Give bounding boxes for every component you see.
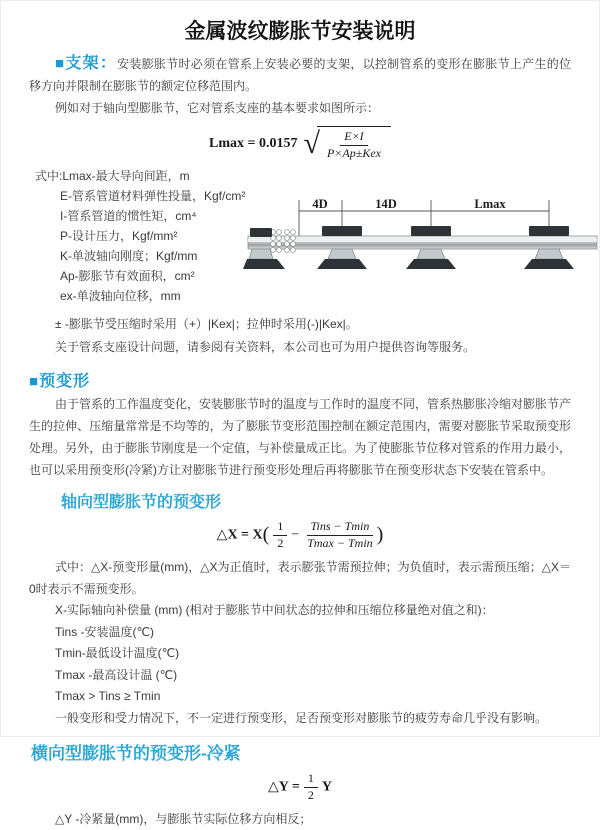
parameter-line: Tmax > Tins ≥ Tmin bbox=[55, 689, 161, 704]
temperature-numerator: Tins − Tmin bbox=[307, 519, 374, 536]
open-paren: ( bbox=[262, 523, 270, 546]
predeform-section-heading bbox=[29, 368, 571, 391]
lateral-formula-rhs: Y bbox=[321, 779, 332, 795]
half-denominator: 2 bbox=[277, 535, 284, 550]
predeform-paragraph: 由于管系的工作温度变化，安装膨胀节时的温度与工作时的温度不同，管系热膨胀冷缩对膨胀节产生的拉伸、压缩量常常是不均等的，为了膨胀节变形范围控制在额定范围内，需要对膨胀节采取预变形处理。另外，由于膨胀节刚度是一个定值，与补偿量成正比。为了使膨胀节位移对管系的作用力最小，也可以采用预变形(冷紧)方让对膨胀节进行预变形处理后再将膨胀节在预变形状态下安装在管系中。 bbox=[29, 397, 572, 478]
dimension-labels bbox=[312, 197, 506, 211]
support-heading-label: 支架： bbox=[65, 55, 118, 72]
definition-item: ex-单波轴向位移，mm bbox=[60, 289, 181, 304]
axial-subsection-heading: 轴向型膨胀节的预变形 bbox=[61, 494, 222, 512]
section-marker-icon: ■ bbox=[55, 55, 65, 72]
general-note-line: 一般变形和受力情况下，不一定进行预变形，足否预变形对膨胀节的疲劳寿命几乎没有影响。 bbox=[55, 710, 548, 725]
lmax-formula bbox=[1, 126, 599, 161]
page-title: 金属波纹膨胀节安装说明 bbox=[184, 20, 416, 43]
minus-sign: − bbox=[291, 527, 300, 543]
pipe bbox=[248, 236, 597, 249]
lmax-formula-lhs: Lmax = 0.0157 bbox=[209, 135, 298, 151]
temperature-denominator: Tmax − Tmin bbox=[307, 535, 373, 550]
definition-item: 式中:Lmax-最大导向间距，m bbox=[35, 169, 190, 184]
parameter-line: Tmin-最低设计温度(℃) bbox=[55, 646, 180, 661]
definition-item: Ap-膨胀节有效面积，cm² bbox=[60, 269, 195, 284]
half-numerator: 1 bbox=[273, 519, 287, 536]
close-paren: ) bbox=[376, 523, 384, 546]
dimension-label-lmax: Lmax bbox=[474, 197, 506, 212]
axial-predeform-formula bbox=[1, 519, 599, 551]
support-intro-text: 安装膨胀节时必须在管系上安装必要的支架，以控制管系的变形在膨胀节上产生的位移方向并限制在膨胀节的额定位移范围内。 bbox=[29, 57, 571, 93]
pipe-highlight bbox=[248, 239, 597, 243]
plus-minus-note: ± -膨胀节受压缩时采用（+）|Kex|；拉伸时采用(-)|Kex|。 bbox=[55, 317, 358, 332]
lateral-predeform-formula bbox=[1, 771, 599, 803]
dimension-label-14d: 14D bbox=[375, 197, 397, 212]
lateral-subsection-heading: 横向型膨胀节的预变形-冷紧 bbox=[31, 744, 241, 764]
definition-item: I-管系管道的惯性矩，cm⁴ bbox=[60, 209, 197, 224]
lmax-formula-denominator: P×Ap±Kex bbox=[326, 145, 381, 160]
definitions-and-diagram bbox=[1, 166, 599, 312]
pipe-support-diagram bbox=[247, 196, 599, 300]
predeform-heading-label: 预变形 bbox=[39, 373, 91, 391]
parameter-line: Tins -安装温度(℃) bbox=[55, 624, 155, 639]
axial-explain-1: 式中：△X-预变形量(mm)，△X为正值时，表示膨张节需预拉伸；为负值时，表示需预压缩；△X＝0时表示不需预变形。 bbox=[29, 560, 571, 597]
section-marker-icon: ■ bbox=[29, 373, 39, 391]
definition-item: K-单波轴向刚度；Kgf/mm bbox=[60, 249, 198, 264]
symbol-definition-list bbox=[35, 166, 280, 306]
support-section-heading bbox=[55, 55, 117, 72]
lmax-formula-numerator: E×I bbox=[340, 129, 367, 146]
axial-explain-2: X-实际轴向补偿量 (mm) (相对于膨胀节中间状态的拉伸和压缩位移量绝对值之和)： bbox=[55, 603, 494, 618]
parameter-line: Tmax -最高设计温 (℃) bbox=[55, 667, 178, 682]
one-half-fraction bbox=[273, 519, 287, 551]
axial-formula-lhs: △X = X bbox=[216, 527, 263, 543]
definition-item: E-管系管道材料弹性投量，Kgf/cm² bbox=[60, 189, 246, 204]
radical-sign: √ bbox=[303, 126, 320, 160]
temperature-fraction bbox=[303, 519, 376, 551]
half-numerator: 1 bbox=[304, 771, 318, 788]
half-denominator: 2 bbox=[307, 787, 314, 802]
axial-parameter-list bbox=[29, 600, 571, 729]
definition-item: P-设计压力，Kgf/mm² bbox=[60, 229, 178, 244]
support-intro-paragraph bbox=[29, 53, 571, 97]
dimension-label-4d: 4D bbox=[312, 197, 328, 212]
lateral-formula-lhs: △Y = bbox=[268, 779, 300, 795]
service-note: 关于管系支座设计问题，请参阅有关资料，本公司也可为用户提供咨询等服务。 bbox=[55, 340, 476, 355]
support-example-line: 例如对于轴向型膨胀节，它对管系支座的基本要求如图所示： bbox=[55, 101, 380, 115]
lateral-explain-line: △Y -冷紧量(mm)，与膨胀节实际位移方向相反； bbox=[55, 811, 312, 826]
one-half-fraction bbox=[304, 771, 318, 803]
sqrt-radical bbox=[304, 126, 391, 161]
